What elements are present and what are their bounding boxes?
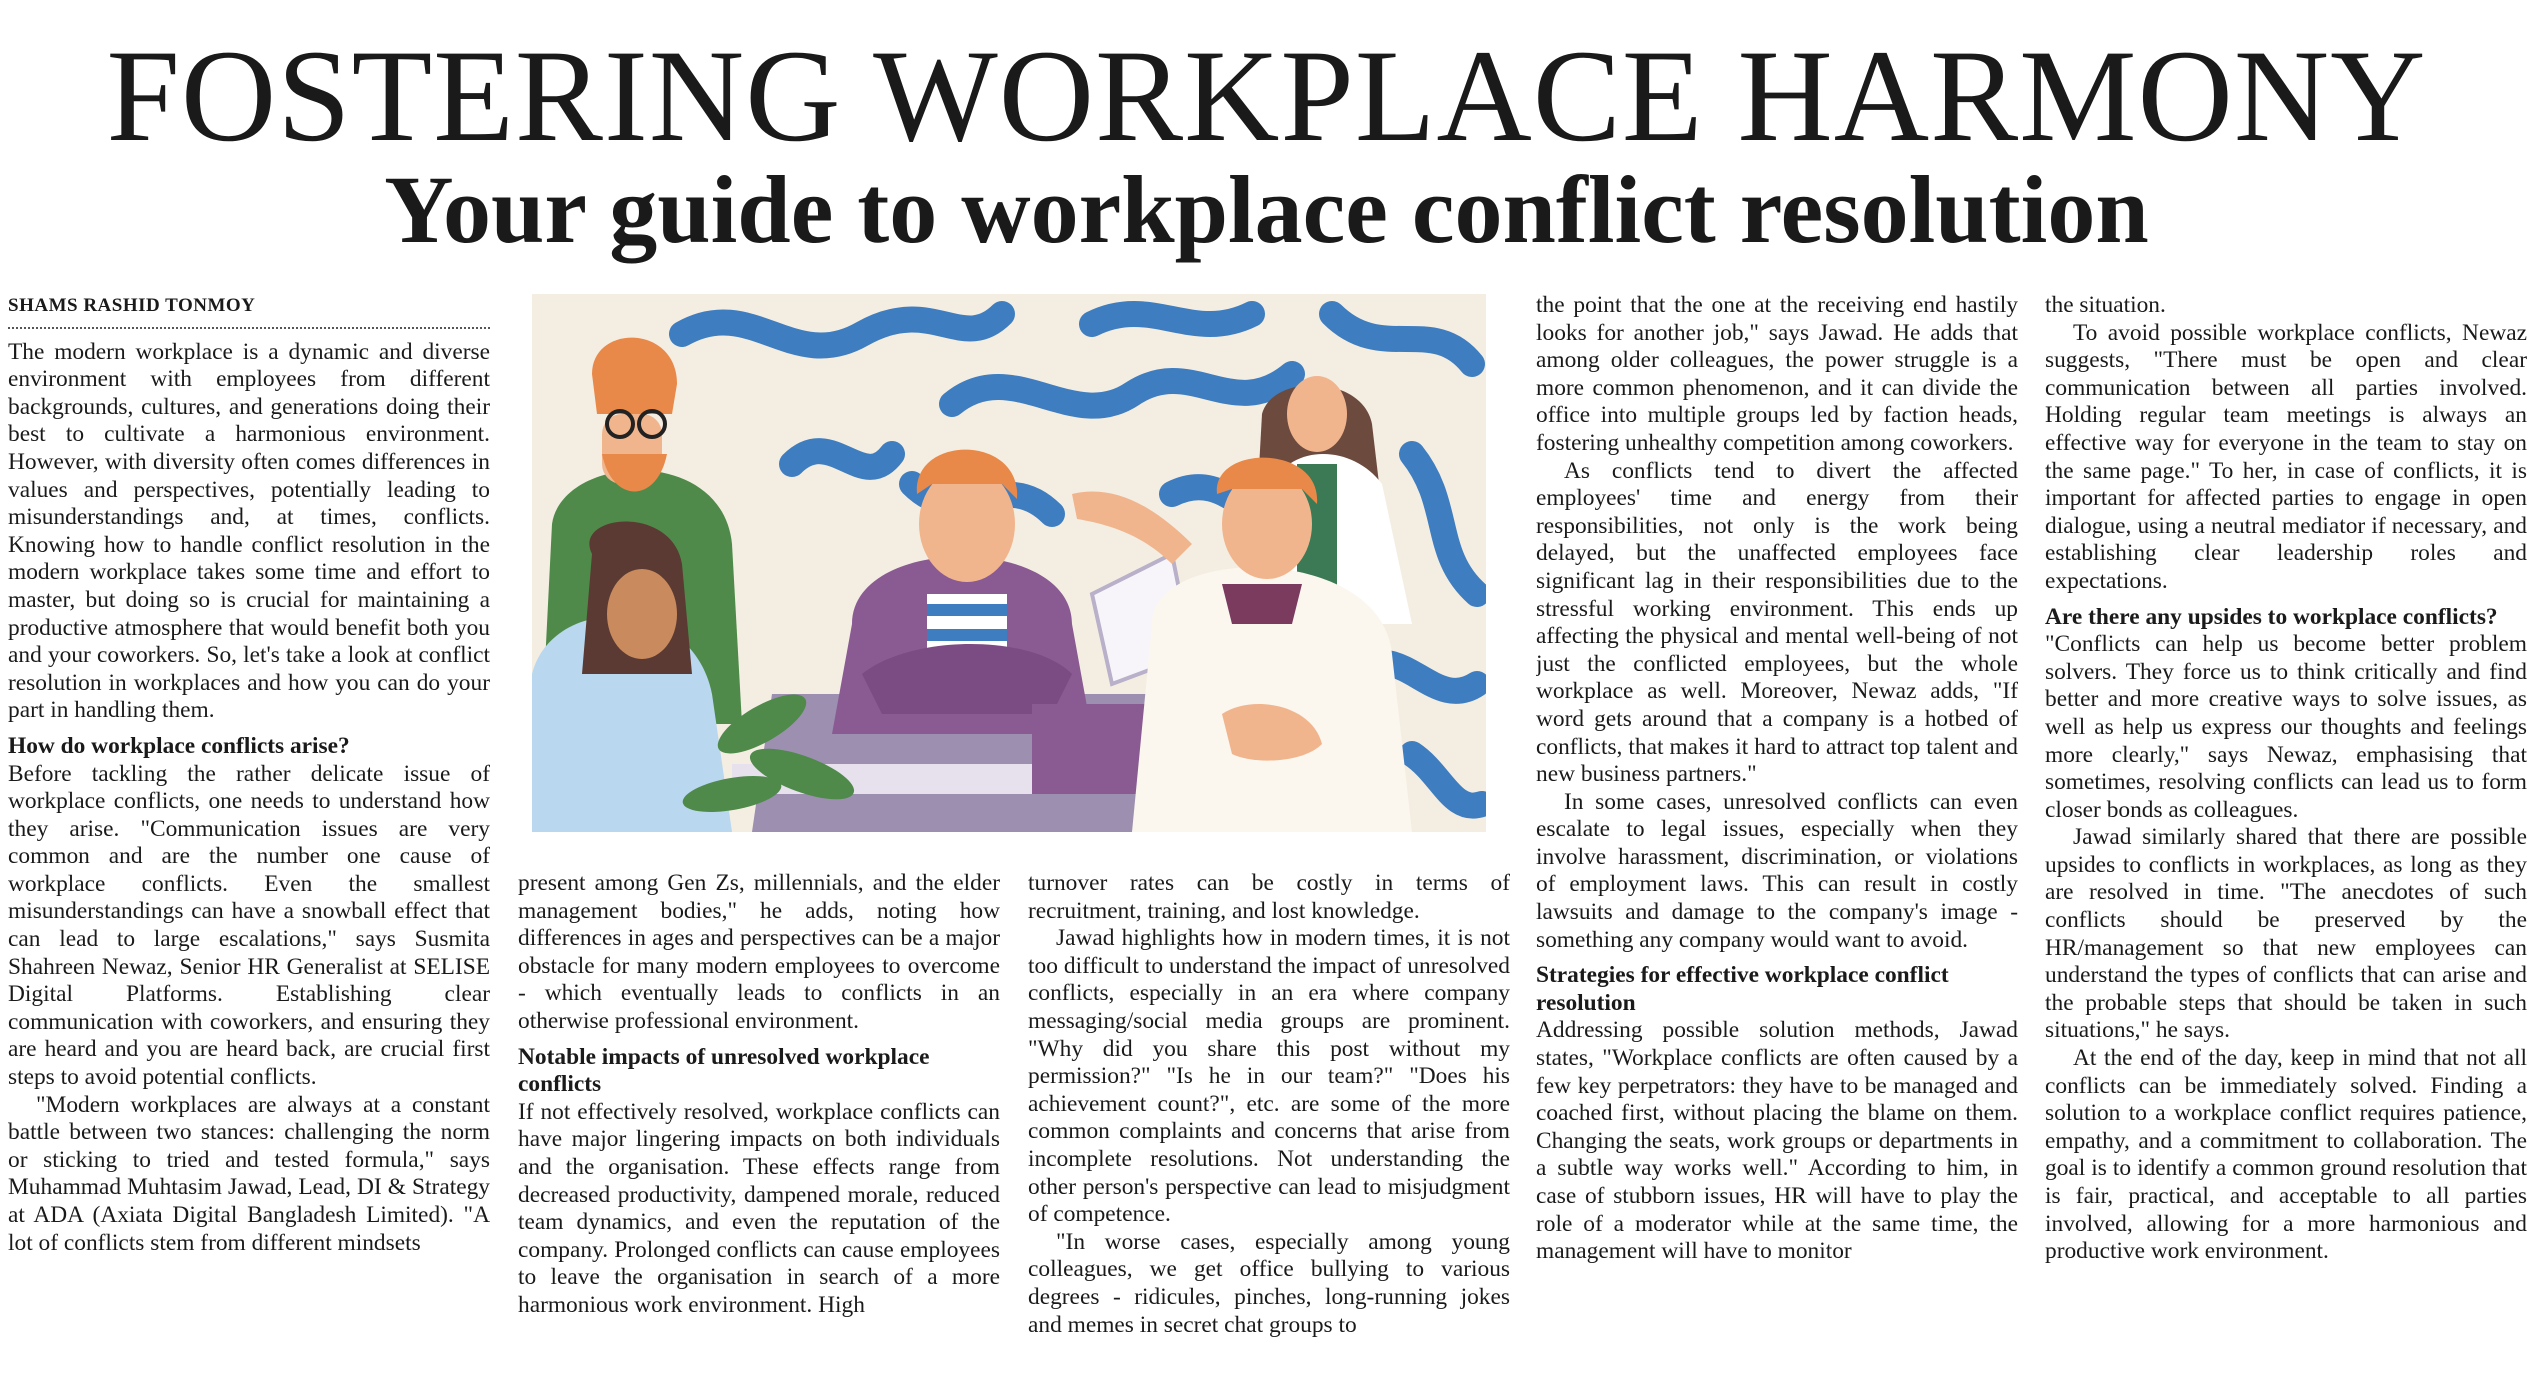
paragraph: If not effectively resolved, workplace conflicts can have major lingering impacts on both individuals and the organisation. These effects range from decreased productivity, dampened morale, reduced team dynamics, and even the reputation of the company. Prolonged conflicts can cause employees to leave the organisation in search of a more harmonious work environment. High: [518, 1098, 1000, 1318]
section-heading: Notable impacts of unresolved workplace conflicts: [518, 1043, 930, 1098]
headline: FOSTERING WORKPLACE HARMONY: [106, 22, 2427, 169]
article-column-5: [2045, 292, 2527, 1382]
article-column-4: [1536, 292, 2018, 1382]
subheadline: Your guide to workplace conflict resolution: [384, 156, 2149, 263]
paragraph: The modern workplace is a dynamic and diverse environment with employees from different backgrounds, cultures, and generations doing their best to cultivate a harmonious environment. However, with diversity often comes differences in values and perspectives, potentially leading to misunderstandings and, at times, conflicts. Knowing how to handle conflict resolution in the modern workplace takes some time and effort to master, but doing so is crucial for maintaining a productive atmosphere that would benefit both you and your coworkers. So, let's take a look at conflict resolution in workplaces and how you can do your part in handling them.: [8, 338, 490, 724]
paragraph: To avoid possible workplace conflicts, Newaz suggests, "There must be open and clear communication between all parties involved. Holding regular team meetings is always an effective way for everyone in the team to stay on the same page." To her, in case of conflicts, it is important for affected parties to engage in open dialogue, using a neutral mediator if necessary, and establishing clear leadership roles and expectations.: [2045, 319, 2527, 594]
section-heading: How do workplace conflicts arise?: [8, 732, 350, 759]
paragraph: turnover rates can be costly in terms of recruitment, training, and lost knowledge.: [1028, 870, 1510, 924]
paragraph: the situation.: [2045, 292, 2166, 318]
paragraph: "In worse cases, especially among young colleagues, we get office bullying to various degrees - ridicules, pinches, long-running jokes and memes in secret chat groups to: [1028, 1228, 1510, 1338]
paragraph: "Conflicts can help us become better problem solvers. They force us to think critically and find better and more creative ways to solve issues, as well as help us express our thoughts and feelings more clearly," says Newaz, emphasising that sometimes, resolving conflicts can lead us to form closer bonds as colleagues.: [2045, 631, 2527, 823]
byline: SHAMS RASHID TONMOY: [8, 292, 490, 329]
paragraph: Before tackling the rather delicate issue of workplace conflicts, one needs to understand how they arise. "Communication issues are very common and are the number one cause of workplace conflicts. Even the smallest misunderstandings can have a snowball effect that can lead to large escalations," says Susmita Shahreen Newaz, Senior HR Generalist at SELISE Digital Platforms. Establishing clear communication with coworkers, and ensuring they are heard and you are heard back, are crucial first steps to avoid potential conflicts.: [8, 760, 490, 1091]
paragraph: Addressing possible solution methods, Jawad states, "Workplace conflicts are often caused by a few key perpetrators: they have to be managed and coached first, without placing the blame on them. Changing the seats, work groups or departments in a subtle way works well." According to him, in case of stubborn issues, HR will have to play the role of a moderator while at the same time, the management will have to monitor: [1536, 1017, 2018, 1265]
section-heading: Strategies for effective workplace conflict resolution: [1536, 962, 1949, 1016]
paragraph: present among Gen Zs, millennials, and the elder management bodies," he adds, noting how differences in ages and perspectives can be a major obstacle for many modern employees to overcome - which eventually leads to conflicts in an otherwise professional environment.: [518, 870, 1000, 1034]
article-column-1: [8, 292, 490, 1382]
paragraph: "Modern workplaces are always at a constant battle between two stances: challenging the norm or sticking to tried and tested formula," says Muhammad Muhtasim Jawad, Lead, DI & Strategy at ADA (Axiata Digital Bangladesh Limited). "A lot of conflicts stem from different mindsets: [8, 1091, 490, 1256]
section-heading: Are there any upsides to workplace conflicts?: [2045, 603, 2498, 630]
paragraph: In some cases, unresolved conflicts can even escalate to legal issues, especially when they involve harassment, discrimination, or violations of employment laws. This can result in costly lawsuits and damage to the company's image - something any company would want to avoid.: [1536, 788, 2018, 953]
paragraph: the point that the one at the receiving end hastily looks for another job," says Jawad. He adds that among older colleagues, the power struggle is a more common phenomenon, and it can divide the office into multiple groups led by faction heads, fostering unhealthy competition among coworkers.: [1536, 292, 2018, 456]
paragraph: Jawad highlights how in modern times, it is not too difficult to understand the impact of unresolved conflicts, especially in an era where company messaging/social media groups are prominent. "Why did you share this post without my permission?" "Is he in our team?" "Does his achievement count?", etc. are some of the more common complaints and concerns that arise from incomplete resolutions. Not understanding the other person's perspective can lead to misjudgment of competence.: [1028, 925, 1510, 1228]
article-column-3: [1028, 870, 1510, 1382]
paragraph: At the end of the day, keep in mind that not all conflicts can be immediately solved. Finding a solution to a workplace conflict requires patience, empathy, and a commitment to collaboration. The goal is to identify a common ground resolution that is fair, practical, and acceptable to all parties involved, allowing for a more harmonious and productive work environment.: [2045, 1045, 2527, 1265]
article-column-2: [518, 870, 1000, 1382]
paragraph: Jawad similarly shared that there are possible upsides to conflicts in workplaces, as long as they are resolved in time. "The anecdotes of such conflicts should be preserved by the HR/management so that new employees can understand the types of conflicts that can arise and the probable steps that should be taken in such situations," he says.: [2045, 824, 2527, 1044]
paragraph: As conflicts tend to divert the affected employees' time and energy from their responsibilities, not only is the work being delayed, but the unaffected employees face significant lag in their responsibilities due to the stressful working environment. This ends up affecting the physical and mental well-being of not just the conflicted employees, but the whole workplace as well. Moreover, Newaz adds, "If word gets around that a company is a hotbed of conflicts, that makes it hard to attract top talent and new business partners.": [1536, 457, 2018, 788]
office-conflict-illustration: [532, 294, 1486, 832]
illustration-svg: [532, 294, 1486, 832]
